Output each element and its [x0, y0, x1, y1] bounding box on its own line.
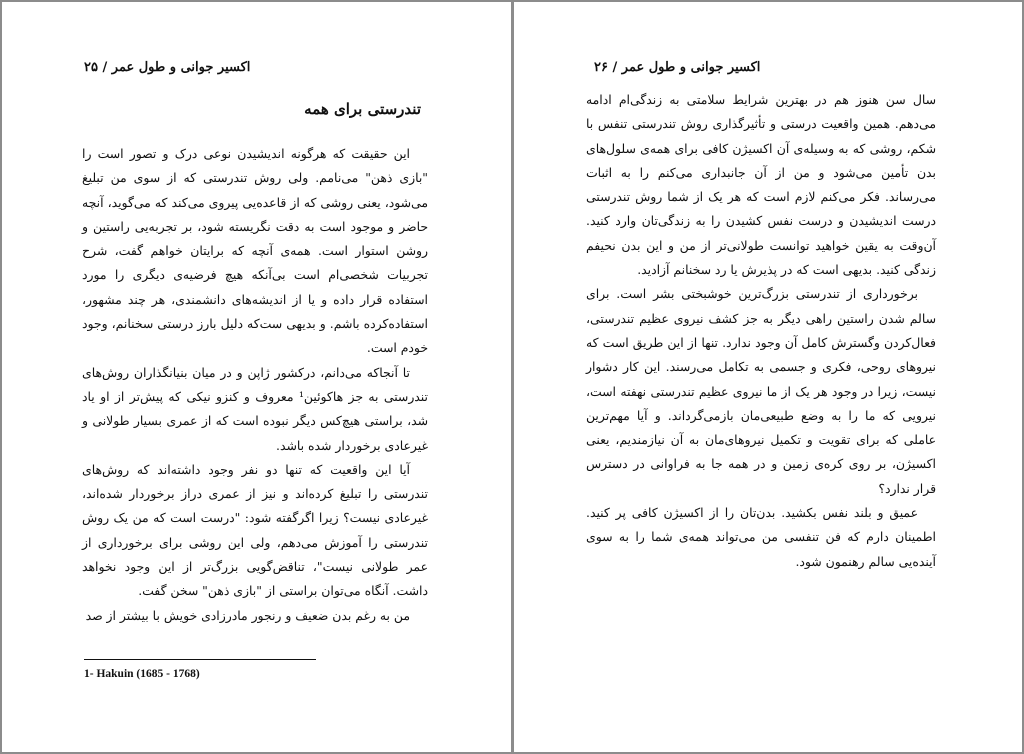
paragraph: آیا این واقعیت که تنها دو نفر وجود داشته‌اند که روش‌های تندرستی را تبلیغ کرده‌اند و نیز از عمری دراز برخوردار شده‌اند، غیرعادی نیست؟ زیرا اگرگفته شود: "درست است که من یک روش تندرستی را آموزش می‌دهم، ولی این روشی برای برخورداری از عمر طولانی نیست"، تناقض‌گویی بزرگ‌تر از این وجود نخواهد داشت. آنگاه می‌توان براستی از "بازی ذهن" سخن گفت.: [82, 461, 428, 599]
paragraph: این حقیقت که هرگونه اندیشیدن نوعی درک و تصور است را "بازی ذهن" می‌نامم. ولی روش تندرستی که از سوی من تبلیغ می‌شود، یعنی روشی که از قاعده‌یی پیروی می‌کند که می‌گوید، آنچه حاضر و موجود است به دقت نگریسته شود، بر تجربه‌یی راستین و روشن استوار است. همه‌ی آنچه که برایتان خواهم گفت، شرح تجربیات شخصی‌ام است بی‌آنکه هیچ فرضیه‌ی دیگری را مورد استفاده قرار داده و یا از اندیشه‌های دانشمندی، هر چند مشهور، استفاده‌کرده باشم. و بدیهی ست‌که دلیل بارز درستی سخنانم، وجود خودم است.: [82, 146, 428, 356]
paragraph: عمیق و بلند نفس بکشید. بدن‌تان را از اکسیژن کافی پر کنید. اطمینان دارم که فن تنفسی من می‌تواند همه‌ی شما را به سوی آینده‌یی سالم رهنمون شود.: [586, 505, 936, 569]
paragraph: برخورداری از تندرستی بزرگ‌ترین خوشبختی بشر است. برای سالم شدن راستین راهی دیگر به جز کشف نیروی عظیم تندرستی، فعال‌کردن وگسترش کامل آن وجود ندارد. تنها از این طریق است که نیروهای روحی، فکری و جسمی به تکامل می‌رسند. این کار دشوار نیست، زیرا در وجود هر یک از ما نیروی عظیم تندرستی نهفته است، نیرویی که ما را به وضع طبیعی‌مان بازمی‌گرداند. و آیا مهم‌ترین عاملی که برای تقویت و تکمیل نیروهای‌مان به آن نیازمندیم، یعنی اکسیژن، بر روی کره‌ی زمین و در همه جا به فراوانی در دسترس قرار ندارد؟: [586, 286, 936, 496]
paragraph: سال سن هنوز هم در بهترین شرایط سلامتی به زندگی‌ام ادامه می‌دهم. همین واقعیت درستی و تأثیرگذاری روش تندرستی تنفس با شکم، روشی که به وسیله‌ی آن اکسیژن کافی برای همه‌ی سلول‌های بدن تأمین می‌شود و من از آن جانبداری می‌کنم را به اثبات می‌رساند. فکر می‌کنم لازم است که هر یک از شما روش تندرستی درست اندیشیدن و درست نفس کشیدن را به زندگی‌تان وارد کنید. آن‌وقت به یقین خواهید توانست طولانی‌تر از من و این بدن نحیفم زندگی کنید. بدیهی است که در پذیرش یا رد سخنانم آزادید.: [586, 92, 936, 278]
paragraph: تا آنجاکه می‌دانم، درکشور ژاپن و در میان بنیانگذاران روش‌های تندرستی به جز هاکوئین¹ معروف و کنزو نیکی که پیش‌تر از او یاد شد، براستی هیچ‌کس دیگر نبوده است که از عمری بسیار طولانی و غیرعادی برخوردار شده باشد.: [82, 364, 428, 453]
running-header: ۲۶ / اکسیر جوانی و طول عمر: [594, 60, 761, 75]
body-text: [82, 142, 428, 628]
body-text: [586, 88, 936, 574]
footnote-divider: [84, 659, 316, 660]
footnote: 1- Hakuin (1685 - 1768): [84, 668, 200, 680]
section-heading: تندرستی برای همه: [304, 100, 421, 118]
right-page: [514, 2, 1022, 752]
running-header: اکسیر جوانی و طول عمر / ۲۵: [84, 60, 251, 75]
left-page: [2, 2, 511, 752]
paragraph: من به رغم بدن ضعیف و رنجور مادرزادی خویش با بیشتر از صد: [85, 607, 410, 623]
